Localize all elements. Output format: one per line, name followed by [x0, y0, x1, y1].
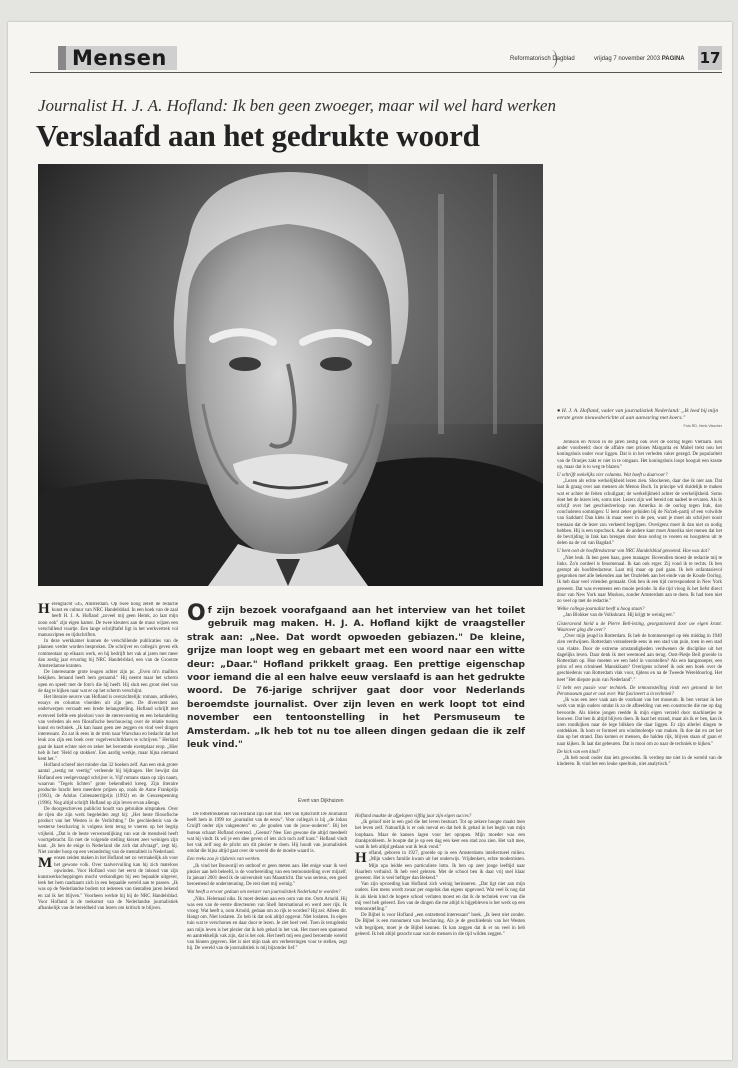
- paragraph-text: erengracht 545, Amsterdam. Op twee hoog zetelt de redactie kunst en cultuur van NRC Handelsblad. In een hoek van de zaal heeft H. J. A. Hofland „zoveel mij geen Hemk, zo laat mijn zoon ook" zijn eigen kamer. De twee kleuters aan de muur wijzen een verschillend vuurtje. Een lange schrijftafel ligt in het werkvertrek vol manuscripten en tijdschriften.: [38, 602, 178, 639]
- photo-caption: [557, 408, 722, 430]
- dropcap: M: [38, 855, 53, 872]
- paragraph: [38, 856, 178, 912]
- intro-text: f zijn bezoek voorafgaand aan het interview van het toilet gebruik mag maken. H. J. A. Hofland kijkt de vraagsteller strak aan: „Nee. Dat wordt opwoeden gebiazen." De kleine, grijze man loopt weg en gebaart met een woord naar een witte deur: „Daar." Hofland prikkelt graag. Een prettige eigenschap voor iemand die al een halve eeuw verslaafd is aan het gedrukte woord. De 76-jarige schrijver gaat door voor Nederlands beroemdste journalist. Over zijn leven en werk loopt tot eind november een tentoonstelling in het Persmuseum te Amsterdam. „Ik heb tot nu toe alleen dingen gedaan die ik zelf leuk vind.": [187, 605, 525, 751]
- paragraph: Hofland schreef niet minder dan 32 boeken zelf. Aan een stuk groter aantal „zestig tot veertig" verleende hij bijdragen. Het bewijst dat Hofland een veelgevraagd schrijver is. Vijf romans staan op zijn naam, waarvan "Tegels lichten" grote bekendheid kreeg. Zijn literaire productie bracht hem meerdere prijzen op, zoals de Anne Frankprijs (1963), de Adolas Cobenaterrijprijs (1992) en de Geuzenpenning (1996). Nog altijd schrijft Hofland op zijn leven ervan allengs.: [38, 763, 178, 806]
- paragraph: Wat heeft u ervoor gedaan om meister van journalistiek Nederland te worden?: [187, 890, 341, 896]
- paragraph: „Over mijn jeugd in Rotterdam. Ik heb de bommenregel op één middag in 1940 zien verdwijnen. Rotterdam verandeerde eens in een stad van puin, toen in een stad van vlakte. Door de extreme omstandigheden verdwenen de discipline uit het dagelijks leven. Daar denk ik met weemoed aan terug. Oost-Pietje Bell groeide in Rotterdam op. Hoe moeten we een held in voorstellen? Als een bangsnoeper, een prins of een crimineel Manskikant? Overigens schreef ik ook een boek over de geschiedenis van Rotterdam vlak voor, tijdens en na de Tweede Wereldoorlog. Het heet "Het diepste puin van Nederland".": [557, 634, 722, 683]
- dropcap: H: [355, 850, 367, 867]
- paragraph-text: ensen zeiden maken in het Hofland net zo vermakelijk als voor het gewone volk. Over taalvervuiling kan hij zich mateloos opwinden. Voor Hofland voor het eerst de inhoud van zijn kunstwerkscheppingen mocht verkondigen bij een bepaalde uitgever, leek het hem raadzaam zich in een bepaalde wereld aan te passen. „Ik was op de Nederlandse bodem tot iedereen van tientallen jaren bekend en zal ik het blijven." Voorheen werkte hij bij de NRC Handelsblad. Voor Hofland is de toekomst van de Nederlandse journalistiek afhankelijk van de bereidheid van lezers om kritisch te blijven.: [38, 856, 178, 911]
- paragraph: De kick van een kind?: [557, 749, 601, 755]
- paragraph: „Ik was een zeer vaak aan de voorkant van het museum. Ik ben verrast in het werk van mijn ouders omdat ik zo de afbeelding van een constructie die me op dag bevoorde. Als kleine jongen reedde ik mijn eigen verzeld door machinetjes te bouwen. Dat ben ik altijd blijven doen. Ik haat het strand, maar als ik er ben, kan ik uren rondkijken naar de lege blikken die daar liggen. Er zijn allerlei dingen te ontdekken. Ik kom er formeel om windmolentje van maken. Ik doe dat en zet het dan op het strand. Dan komen er mensen, die halden rijk, blijven staan of gaan er naar kijken. Ik laat dat gebeuren. Dat is mooi om zo naar de techniek te kijken.": [557, 698, 722, 747]
- paper-name: Reformatorisch Dagblad: [510, 56, 575, 62]
- article-intro: [187, 601, 525, 751]
- paragraph: U bent ooit de hoofdredacteur van NRC Handelsblad genoemd. Hoe was dat?: [557, 549, 710, 555]
- photo-credit: Foto RD, Henk Visscher: [683, 424, 722, 428]
- paragraph: Gisteravond hield u de Pierre Bell-lezing, georganiseerd door uw eigen krant. Waarover ging die over?: [557, 621, 722, 633]
- text-column-1: [38, 602, 178, 1052]
- paragraph: „Ik heb nooit ooder dan iets geworden. Ik verdrep me niet in de wereld van de kinderen. Ik vind het een leuke speeltuin, niet analytisch.": [557, 755, 722, 768]
- paragraph: De Bijbel is voor Hofland „een ontzettend interessant" boek. „Ik leest niet zonder. De Bijbel is een monument van beschaving. Als je de geschiedenis van het Westen wilt begrijpen, moet je de Bijbel kennen. Ik kan zeggen dat ik er nu veel in heb geleerd. Ik heb altijd gezocht naar wat de mensen in die tijd wilden zeggen.": [355, 913, 525, 937]
- paragraph: [355, 851, 525, 882]
- paragraph-text: ofland, geboren in 1927, groeide op in een Amsterdams intellectueel milieu. „Mijn vaders familie kwam uit het onderwijs. Vrijdenkers, echte modernisten. Mijn opa leidde een particuliere lotto. Ik ben op zeer jonge leeftijd naar Haarlem verhuisd. Ik heb veel gelezen. Met de school ben ik daar vrij snel klaar geweest. Het is veel heftiger dan Bekend.": [355, 851, 525, 882]
- paragraph: „Ik geloof niet in een god die het leven bestuurt. Tot op zekere hoogte maakt men het leven zelf. Natuurlijk is er ook toeval en dat heb ik gehad in het begin van mijn loopbaan. Maar de kansen lagen voor het oprapen. Mijn moeder was een drankprobleem. Je hoopte dat je op een dag een keer een stad zou zien. Het valt mee, want ik heb altijd gedaan wat ik leuk vond.": [355, 820, 525, 851]
- paragraph: [38, 602, 178, 639]
- text-column-2: [187, 812, 347, 1052]
- caption-text: H. J. A. Hofland, vader van journalistiek Nederland: „Ik leed bij mijn eerste grote nieuwsberichte al aan aanvaring met koers.": [557, 408, 719, 421]
- paragraph: U schrijft wekelijks vier columns. Wat hoeft u daarvoor?: [557, 473, 668, 479]
- issue-date: vrijdag 7 november 2003: [594, 56, 661, 62]
- paragraph: Welke collega-journalist heeft u hoog staan?: [557, 607, 645, 613]
- paragraph: De interessante grote leugen achter zijn pc. „Even m'n mailbox bekijken. Iemand heeft hem geraamd." Hij neemt maar het scherm open en speelt met de foto's die hij heeft. Hij sluit een groot deel van de dag te kijken naar wat er op het scherm verschijnt.: [38, 670, 178, 694]
- page-label: PAGINA: [661, 56, 685, 62]
- paragraph: Het literaire oeuvre van Hofland is overzichtelijk: romans, artikelen, essays en columns vloeiden uit zijn pen. De diversiteit aan onderwerpen verraadt een brede belangstelling. Hofland schrijft met evenveel liefde een pleidooi voor de stereovoering en een behandeling van verleden als een filosofische beschouwing over de relatie tussen kunst en techniek. „Ik kan haast geen zee zeggen en vind veel dingen interessant. Zo zat ik eens in de trein naar Warschau en bedacht dat het leuk zou zijn een boek over vogelverschrikkers te schrijven." Herland gaat de kaart echter niet en zeker het beroemde exemplaar erop. „Hier heb ik het: 'Held op stokken'. Een aardig werkje, maar bijna niemand kent het.": [38, 695, 178, 763]
- portrait-photo: [38, 164, 543, 586]
- dropcap: H: [38, 602, 50, 617]
- page-number: 17: [698, 46, 722, 70]
- portrait-photo-drawing: [38, 164, 543, 586]
- intro-dropcap: O: [187, 601, 206, 626]
- paragraph: Hofland maakte de afgelopen vijftig jaar zijn eigen succes?: [355, 814, 472, 819]
- paragraph: „Jan Blokker van de Volkskrant. Hij krijgt te weinig eer.": [563, 613, 675, 619]
- paragraph: In deze werkkamer kunnen de verschillende publicaties van de plannen verder worden besproken. De schrijver en collega's geven elk commentaar op elkaars werk, en hij bedrijft het vak al jaren met meer dan zestig jaar ervaring bij NRC Handelsblad, een van de Grootste Amsterdamse kranten.: [38, 639, 178, 670]
- paragraph: „Niet leuk. Ik ben geen baas, geen manager. Bovendien moest de redactie mij te links. Zo'n oordeel is fenomenaal. Ik kan ook erger. Zij vond ik te rechts. Ik ben gestopt als hoofdredacteur. Laat mij maar op pad gaan. Ik heb onfantasievol gesproken met alle bekenden aan het Onzlebek aan het einde van de Koude Oorlog. Ik heb daar veel vrienden gemaakt. Ook ben ik een tijd correspondent in New York geweest. Dat was eventeens een mooie periode. In die tijd vloog ik het liefst direct door van New York naar Moskou, zonder Amsterdam aan te doen. Ik had toen niet zo veel op met de redactie.": [557, 555, 722, 605]
- paragraph: „Ik vind het Bouwstijl en onthoof er geen meten aan. Het enige waar ik veel plezier aan heb beleefd, is de voorbereiding van een tentoonstelling over mijzelf. In januari 2001 deed ik de universiteit van Maastricht. Dat was serieus, een goed beroemend de ondersteuning. De rest doet mij weinig.": [187, 863, 347, 888]
- paragraph: „Lezen als echte werkelijkheid lezen zien. Shockeren, daar doe ik niet aan. Dat laat ik graag over aan mensen als Menno Buch. In principe wil duidelijk te maken wat er achter de feiten schuilgaat; de werkelijkheid achter de werkelijkheid. Soms doet het de lezers iets, soms niet. Lezers zijn wel bereid om nadeel te ervaren. Als ik schrijf over het geschiedverloop van Amerika in de oorlog tegen Irak, dan concluderen sommigen: U bent zeker geluiden bij de Na'zeh-partij of een volwilde van Saddam! Dan klets ik maar weer in de pen, want je moet als schrijver nooit toestaan dat de lezer zou verkeerd begrijpen. Overigens moet ik dan niet zo nodig hebben. Hij is een topschuck. Aan de andere kant moet Amerika niet menen dat het de bevrijding in Irak kan brengen door deze oorlog te voeren en hoogstens uit te delen na de val van Bagdad.": [557, 479, 722, 547]
- article-headline: Verslaafd aan het gedrukte woord: [36, 118, 480, 153]
- paragraph: Johnson en Nixon in de jaren zestig ook over de oorlog tegen Vietnam. Een ander voorbeeld: door de affaire met prinses Margarita en Mabel trekt nou het koningshuis onder vuur liggen. Dat is in het verleden vaker gezegd. De populariteit van de Oranjes zakt er niet in te omgaan. Het koningshuis loopt hooguit een kraste op, maar dat is to weg te blazen.": [557, 440, 722, 470]
- paper-logo-icon: [546, 50, 557, 68]
- article-kicker: Journalist H. J. A. Hofland: Ik ben geen zwoeger, maar wil wel hard werken: [38, 96, 556, 115]
- paragraph: Een reeks zou je tijdsreis van werken.: [187, 857, 261, 863]
- text-column-3: [355, 812, 525, 1052]
- date-line: [594, 56, 685, 62]
- newspaper-page: [8, 22, 732, 1060]
- paragraph: „Niks. Helemaal niks. Ik moet denken aan een oom van me. Oom Arnold. Hij was een van de eerste directeuren van Shell International en werd zeer rijk. Ik vroeg: Wat heeft u, oom Arnold, gedaan om zo rijk te worden? Hij zei: Alleen dit. Hangt om. Niet loslaten. Zo heb ik dat ook altijd opgevat. Niet loslaten. In eigen tuin wat te verschonen en daar door te lezen. Je ziet heel veel. Toen ik terugdenkt aan mijn leven is het plezier dat ik heb gehad in het vak. Het moet een spannend en aantrekkelijk vak zijn, dat is het ook. Het heeft mij een goed beroemde wereld van binnen gegeven. Het is niet mijn taak om verbeteringen voor te stellen, zegt hij. De wereld van de journalistiek is mij bijzonder lief.": [187, 896, 347, 952]
- byline: Evert van Dijkhuizen: [298, 798, 344, 804]
- paragraph: U hebt een passie voor techniek. De tentoonstelling vindt een getoond in het Persmuseum gaat er ook over. Wat fascineert u in techniek?: [557, 685, 722, 697]
- paragraph: De lotbetrokkenen van Hofland zijn niet min. Het van tijdschrift De Journalist heeft hem in 1999 tot „journalist van de eeuw". Voor collega's is hij „de Johan Cruijff onder zijn vakgenoten" en „de gouden van de jouw-ouderen". Bij het bureau schaart Hofland overend. „Geenst? Nee. Een gewone die altijd meedeelt wat hij vindt. Ik wil je een idee geven of iets zich toch zelf kunt." Hofland vindt het vak zelf nog de plicht om dit plezier te doen. Hij houdt van journalistiek omdat die bijna altijd gaat over de wereld die de moeite waard is.: [187, 812, 347, 855]
- section-title: Mensen: [66, 46, 177, 70]
- caption-bullet-icon: ●: [557, 408, 562, 414]
- text-column-5: [557, 440, 722, 1052]
- paragraph: De doorgeschreven publicist houdt van gebruikte uitspraken. Over de rijen die zijn werk begeleiden zegt hij: „Het beste filosofische product van het Westen is de Verlichting." De geschiedenis van de westerse beschaving is volgens hem terug te voeren op het begrip vrijheid. „Dat is de beste verwezenlijking van wat de mensheid heeft voortgebracht. En met de volgende stelling kiezen zeer weinigen zijn kant. „Ik ben de enige in Nederland die zich dat afvraagt", zegt hij. Niet zonder hoop op een verandering van de mentaliteit in Nederland.: [38, 806, 178, 856]
- paragraph: Van zijn opvoeding kan Hofland zich weinig herinneren. „Dat ligt niet aan mijn ouders. Een mens wordt zwaar per ongeluk dan eigens opgevoed. Wat veel ik nog dat ik als klein kind de hogere school verlaten moest en dat ik de techniek over van die mij veel heb geleerd. Een van de dingen die me altijd is bijgebleven is het werk op een tentoonstelling.": [355, 882, 525, 913]
